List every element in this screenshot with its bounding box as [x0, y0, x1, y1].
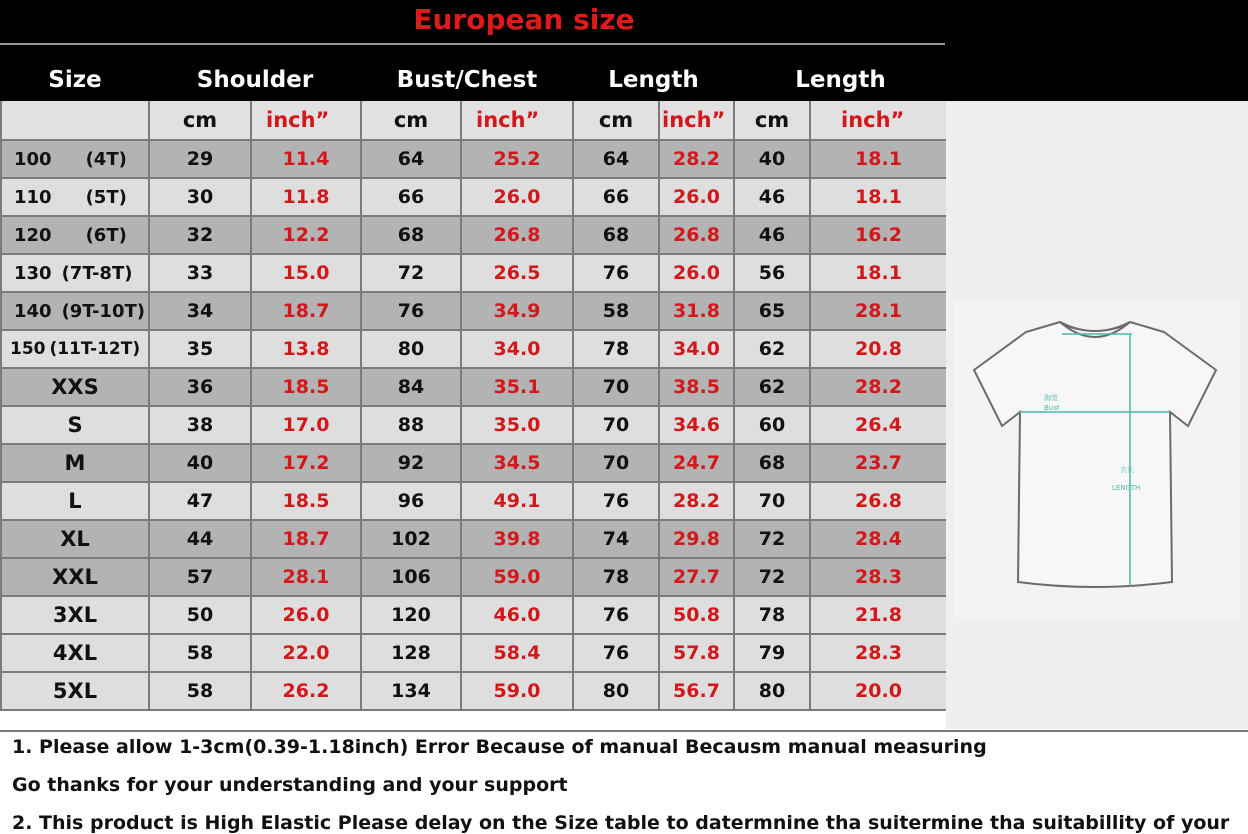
bust-in-cell: 26.5 [461, 254, 573, 292]
size-number: 130 [14, 262, 52, 284]
bust-cm-cell: 66 [361, 178, 461, 216]
shoulder-cm-cell: 40 [149, 444, 251, 482]
len2-in-cell: 28.3 [810, 558, 947, 596]
len1-in-cell: 29.8 [659, 520, 734, 558]
size-cell [1, 292, 149, 330]
column-header-row [1, 46, 947, 100]
len2-cm-cell: 62 [734, 330, 810, 368]
shoulder-in-cell: 12.2 [251, 216, 361, 254]
tshirt-diagram [954, 300, 1240, 618]
size-cell [1, 178, 149, 216]
len2-in-cell: 18.1 [810, 254, 947, 292]
len2-cm-cell: 65 [734, 292, 810, 330]
notes-section [0, 730, 1248, 834]
len1-cm-cell: 76 [573, 482, 659, 520]
bust-cm-cell: 96 [361, 482, 461, 520]
shoulder-in-cell: 18.7 [251, 520, 361, 558]
length-cn-label: 衣长 [1120, 466, 1134, 474]
size-cell [1, 254, 149, 292]
bust-cm-cell: 64 [361, 140, 461, 178]
table-row [1, 558, 947, 596]
len1-in-cell: 34.6 [659, 406, 734, 444]
note-1: 1. Please allow 1-3cm(0.39-1.18inch) Error Because of manual Becausm manual measuring [12, 736, 987, 758]
shoulder-cm-cell: 36 [149, 368, 251, 406]
length-label: LENGTH [1112, 484, 1141, 492]
shoulder-cm-cell: 32 [149, 216, 251, 254]
len1-cm-cell: 58 [573, 292, 659, 330]
bust-in-cell: 35.0 [461, 406, 573, 444]
len1-cm-cell: 70 [573, 444, 659, 482]
size-cell: XXS [1, 368, 149, 406]
size-age: (6T) [85, 224, 127, 246]
bust-cm-cell: 84 [361, 368, 461, 406]
table-row [1, 368, 947, 406]
shoulder-in-cell: 18.5 [251, 368, 361, 406]
table-row [1, 482, 947, 520]
bust-in-cell: 26.8 [461, 216, 573, 254]
shoulder-cm-cell: 35 [149, 330, 251, 368]
size-cell: XXL [1, 558, 149, 596]
shoulder-in-cell: 15.0 [251, 254, 361, 292]
shoulder-in-cell: 17.0 [251, 406, 361, 444]
table-row [1, 672, 947, 710]
bust-cm-cell: 88 [361, 406, 461, 444]
shoulder-cm-cell: 57 [149, 558, 251, 596]
len2-in-cell: 28.3 [810, 634, 947, 672]
unit-cm: cm [734, 100, 810, 140]
bust-cm-cell: 72 [361, 254, 461, 292]
size-cell: M [1, 444, 149, 482]
page-title: European size [413, 3, 635, 36]
table-row [1, 292, 947, 330]
len1-in-cell: 31.8 [659, 292, 734, 330]
len1-cm-cell: 78 [573, 330, 659, 368]
bust-cm-cell: 76 [361, 292, 461, 330]
size-age: (5T) [85, 186, 127, 208]
len2-cm-cell: 68 [734, 444, 810, 482]
len1-in-cell: 28.2 [659, 140, 734, 178]
table-row [1, 330, 947, 368]
len2-in-cell: 26.8 [810, 482, 947, 520]
table-row [1, 216, 947, 254]
shoulder-cm-cell: 33 [149, 254, 251, 292]
table-row [1, 444, 947, 482]
bust-cm-cell: 102 [361, 520, 461, 558]
len2-cm-cell: 78 [734, 596, 810, 634]
size-age: (9T-10T) [61, 300, 145, 322]
shoulder-cm-cell: 58 [149, 672, 251, 710]
len1-cm-cell: 80 [573, 672, 659, 710]
len2-in-cell: 18.1 [810, 140, 947, 178]
shoulder-cm-cell: 58 [149, 634, 251, 672]
size-table [0, 45, 948, 711]
unit-blank [1, 100, 149, 140]
size-number: 150 [10, 339, 46, 359]
size-number: 140 [14, 300, 52, 322]
len1-in-cell: 26.0 [659, 178, 734, 216]
unit-inch: inch” [251, 100, 361, 140]
size-number: 110 [14, 186, 52, 208]
len2-cm-cell: 46 [734, 178, 810, 216]
len1-in-cell: 27.7 [659, 558, 734, 596]
len1-cm-cell: 76 [573, 596, 659, 634]
note-3: 2. This product is High Elastic Please delay on the Size table to datermnine tha suitermine tha suitabillity of your [12, 812, 1230, 834]
size-cell [1, 330, 149, 368]
bust-cm-cell: 106 [361, 558, 461, 596]
column-header-bust: Bust/Chest [361, 46, 573, 100]
bust-in-cell: 25.2 [461, 140, 573, 178]
table-row [1, 254, 947, 292]
bust-in-cell: 34.0 [461, 330, 573, 368]
shoulder-cm-cell: 29 [149, 140, 251, 178]
table-row [1, 406, 947, 444]
bust-in-cell: 34.5 [461, 444, 573, 482]
size-cell [1, 140, 149, 178]
len2-cm-cell: 70 [734, 482, 810, 520]
shoulder-in-cell: 28.1 [251, 558, 361, 596]
bust-cm-cell: 128 [361, 634, 461, 672]
bust-in-cell: 49.1 [461, 482, 573, 520]
table-row [1, 178, 947, 216]
unit-inch: inch” [659, 100, 734, 140]
len1-cm-cell: 66 [573, 178, 659, 216]
bust-cm-cell: 92 [361, 444, 461, 482]
len2-cm-cell: 72 [734, 558, 810, 596]
column-header-length-2: Length [734, 46, 947, 100]
len2-cm-cell: 72 [734, 520, 810, 558]
len2-in-cell: 28.2 [810, 368, 947, 406]
bust-cm-cell: 120 [361, 596, 461, 634]
size-number: 120 [14, 224, 52, 246]
len1-in-cell: 56.7 [659, 672, 734, 710]
bust-in-cell: 46.0 [461, 596, 573, 634]
shoulder-in-cell: 11.4 [251, 140, 361, 178]
len2-in-cell: 16.2 [810, 216, 947, 254]
shoulder-cm-cell: 47 [149, 482, 251, 520]
len2-cm-cell: 40 [734, 140, 810, 178]
len2-in-cell: 18.1 [810, 178, 947, 216]
shoulder-in-cell: 13.8 [251, 330, 361, 368]
bust-label: Bust [1044, 404, 1060, 412]
bust-in-cell: 58.4 [461, 634, 573, 672]
len1-cm-cell: 68 [573, 216, 659, 254]
len1-cm-cell: 74 [573, 520, 659, 558]
bust-cm-cell: 68 [361, 216, 461, 254]
shoulder-in-cell: 18.5 [251, 482, 361, 520]
len1-cm-cell: 78 [573, 558, 659, 596]
shoulder-cm-cell: 38 [149, 406, 251, 444]
len1-in-cell: 24.7 [659, 444, 734, 482]
len2-in-cell: 26.4 [810, 406, 947, 444]
len2-in-cell: 28.1 [810, 292, 947, 330]
shoulder-cm-cell: 44 [149, 520, 251, 558]
note-2: Go thanks for your understanding and your support [12, 774, 568, 796]
shoulder-in-cell: 26.0 [251, 596, 361, 634]
shoulder-cm-cell: 50 [149, 596, 251, 634]
size-age: (7T-8T) [61, 262, 133, 284]
shoulder-in-cell: 22.0 [251, 634, 361, 672]
size-cell: 3XL [1, 596, 149, 634]
len2-in-cell: 21.8 [810, 596, 947, 634]
len1-cm-cell: 70 [573, 368, 659, 406]
size-cell: L [1, 482, 149, 520]
size-cell: S [1, 406, 149, 444]
size-cell [1, 216, 149, 254]
len2-cm-cell: 62 [734, 368, 810, 406]
len1-in-cell: 26.0 [659, 254, 734, 292]
unit-cm: cm [573, 100, 659, 140]
tshirt-icon [954, 300, 1240, 618]
size-number: 100 [14, 148, 52, 170]
unit-cm: cm [361, 100, 461, 140]
len1-cm-cell: 70 [573, 406, 659, 444]
table-row [1, 520, 947, 558]
size-age: (11T-12T) [49, 339, 141, 359]
column-header-shoulder: Shoulder [149, 46, 361, 100]
shoulder-cm-cell: 34 [149, 292, 251, 330]
len2-cm-cell: 56 [734, 254, 810, 292]
len1-in-cell: 28.2 [659, 482, 734, 520]
len1-in-cell: 26.8 [659, 216, 734, 254]
size-rows [1, 140, 947, 710]
bust-in-cell: 39.8 [461, 520, 573, 558]
unit-cm: cm [149, 100, 251, 140]
len1-in-cell: 34.0 [659, 330, 734, 368]
len1-in-cell: 50.8 [659, 596, 734, 634]
shoulder-in-cell: 11.8 [251, 178, 361, 216]
unit-inch: inch” [461, 100, 573, 140]
bust-in-cell: 59.0 [461, 672, 573, 710]
len2-cm-cell: 46 [734, 216, 810, 254]
shoulder-cm-cell: 30 [149, 178, 251, 216]
bust-in-cell: 59.0 [461, 558, 573, 596]
size-age: (4T) [85, 148, 127, 170]
shoulder-in-cell: 17.2 [251, 444, 361, 482]
len1-in-cell: 57.8 [659, 634, 734, 672]
len1-cm-cell: 64 [573, 140, 659, 178]
size-cell: XL [1, 520, 149, 558]
len1-cm-cell: 76 [573, 634, 659, 672]
bust-in-cell: 34.9 [461, 292, 573, 330]
size-cell: 4XL [1, 634, 149, 672]
size-cell: 5XL [1, 672, 149, 710]
shoulder-in-cell: 26.2 [251, 672, 361, 710]
len2-in-cell: 20.0 [810, 672, 947, 710]
column-header-size: Size [1, 46, 149, 100]
bust-cm-cell: 134 [361, 672, 461, 710]
table-row [1, 140, 947, 178]
bust-cn-label: 胸宽 [1044, 394, 1058, 402]
len2-cm-cell: 60 [734, 406, 810, 444]
bust-cm-cell: 80 [361, 330, 461, 368]
bust-in-cell: 35.1 [461, 368, 573, 406]
table-row [1, 634, 947, 672]
len2-in-cell: 20.8 [810, 330, 947, 368]
len2-in-cell: 28.4 [810, 520, 947, 558]
unit-header-row [1, 100, 947, 140]
column-header-length: Length [573, 46, 734, 100]
len1-cm-cell: 76 [573, 254, 659, 292]
shoulder-in-cell: 18.7 [251, 292, 361, 330]
table-row [1, 596, 947, 634]
len2-cm-cell: 80 [734, 672, 810, 710]
len2-cm-cell: 79 [734, 634, 810, 672]
len1-in-cell: 38.5 [659, 368, 734, 406]
bust-in-cell: 26.0 [461, 178, 573, 216]
unit-inch: inch” [810, 100, 947, 140]
len2-in-cell: 23.7 [810, 444, 947, 482]
